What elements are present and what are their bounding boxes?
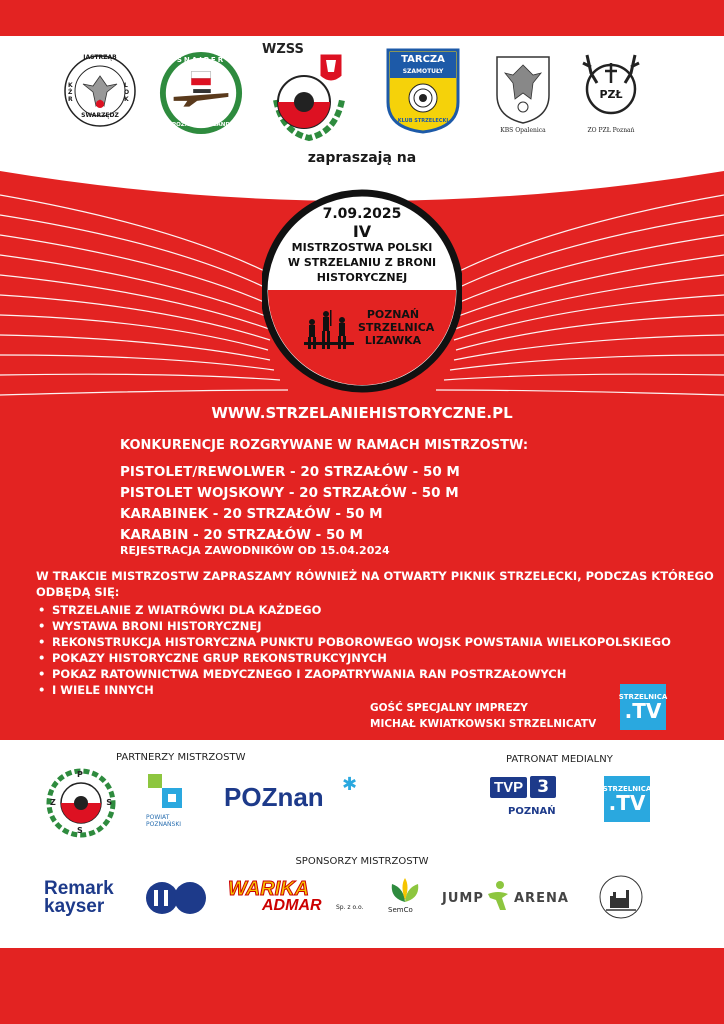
tv-badge-small: STRZELNICA	[618, 693, 668, 701]
partners-heading: PARTNERZY MISTRZOSTW	[116, 752, 246, 763]
strzelnica-tv-badge	[620, 684, 666, 730]
snajper-ring-bottom: POZNAŃ - POLAND	[172, 122, 230, 128]
competition-item: KARABINEK - 20 STRZAŁÓW - 50 M	[120, 506, 383, 522]
tvp-label: TVP	[490, 777, 527, 798]
invite-text: zapraszają na	[307, 150, 417, 166]
powiat-line: POZNAŃSKI	[146, 821, 182, 828]
website-link[interactable]: WWW.STRZELANIEHISTORYCZNE.PL	[211, 404, 513, 422]
poznan-city-logo: POZnan	[224, 782, 324, 812]
tv-badge-big: .TV	[608, 791, 646, 815]
tarcza-label-sub: SZAMOTUŁY	[402, 68, 444, 75]
competition-item: PISTOLET WOJSKOWY - 20 STRZAŁÓW - 50 M	[120, 485, 459, 501]
special-guest	[370, 700, 596, 732]
castle-ruins-emblem-icon	[598, 874, 644, 920]
picnic-item: • STRZELANIE Z WIATRÓWKI DLA KAŻDEGO	[36, 602, 671, 618]
picnic-item: • REKONSTRUKCJA HISTORYCZNA PUNKTU POBOROWEGO WOJSK POWSTANIA WIELKOPOLSKIEGO	[36, 634, 671, 650]
event-title-line: HISTORYCZNEJ	[316, 271, 408, 284]
event-location-line: LIZAWKA	[364, 334, 422, 347]
admar-text: ADMAR	[262, 897, 322, 914]
pzss-letter: S	[106, 798, 112, 807]
remark-kayser-logo	[44, 880, 114, 916]
picnic-list	[36, 602, 671, 698]
soldiers-silhouette-icon	[300, 308, 358, 352]
pzss-letter: Z	[50, 798, 56, 807]
event-location	[358, 308, 435, 347]
jump-arena-figure-icon	[484, 880, 512, 912]
semco-leaf-icon	[388, 876, 422, 904]
jastrzab-logo	[62, 48, 138, 134]
pzss-letter: P	[77, 770, 83, 779]
powiat-poznanski-text	[146, 814, 181, 828]
remark-text: Remark	[44, 878, 114, 899]
asterisk-icon: ✱	[342, 774, 358, 795]
event-title	[262, 240, 462, 285]
picnic-intro-line: ODBĘDĄ SIĘ:	[36, 585, 120, 599]
kayser-text: kayser	[44, 896, 105, 917]
pzss-letters	[46, 768, 116, 838]
zo-pzl-logo	[574, 44, 648, 138]
event-edition: IV	[352, 222, 372, 241]
jastrzab-right-letters: LOK	[124, 82, 130, 103]
pzss-letter: S	[77, 826, 83, 835]
snajper-logo	[156, 50, 246, 136]
picnic-item: • POKAZ RATOWNICTWA MEDYCZNEGO I ZAOPATRYWANIA RAN POSTRZAŁOWYCH	[36, 666, 671, 682]
event-date: 7.09.2025	[322, 206, 402, 222]
wzss-label: WZSS	[262, 42, 304, 57]
picnic-intro	[36, 568, 714, 600]
arena-text: ARENA	[514, 891, 569, 906]
kbs-opalenica-logo	[490, 46, 556, 138]
tv-badge-big: .TV	[624, 699, 662, 723]
warika-text: WARIKA	[228, 878, 310, 900]
sponsors-heading: SPONSORZY MISTRZOSTW	[295, 856, 429, 867]
special-guest-line: GOŚĆ SPECJALNY IMPREZY	[370, 702, 528, 714]
warika-suffix: Sp. z o.o.	[336, 904, 364, 911]
zo-pzl-mark: PZŁ	[599, 88, 623, 101]
picnic-item: • I WIELE INNYCH	[36, 682, 671, 698]
picnic-item: • WYSTAWA BRONI HISTORYCZNEJ	[36, 618, 671, 634]
semco-text: SemCo	[388, 906, 413, 914]
picnic-item: • POKAZY HISTORYCZNE GRUP REKONSTRUKCYJNYCH	[36, 650, 671, 666]
media-strzelnica-tv-badge	[604, 776, 650, 822]
tarcza-label-bottom: KLUB STRZELECKI	[397, 118, 449, 124]
kbs-opalenica-emblem-icon	[491, 51, 555, 125]
jastrzab-ring-bottom: SWARZĘDZ	[81, 112, 119, 119]
zo-pzl-caption: ZO PZŁ Poznań	[587, 126, 635, 134]
bottom-red-band	[0, 948, 724, 1024]
tarcza-label-top: TARCZA	[401, 54, 445, 65]
event-title-line: W STRZELANIU Z BRONI	[287, 256, 437, 269]
powiat-poznanski-logo-icon	[146, 772, 190, 812]
competitions-list	[120, 462, 460, 546]
jastrzab-ring-top: JASTRZĄB	[83, 54, 117, 61]
competition-item: KARABIN - 20 STRZAŁÓW - 50 M	[120, 527, 363, 543]
media-heading: PATRONAT MEDIALNY	[506, 754, 613, 765]
registration-text: REJESTRACJA ZAWODNIKÓW OD 15.04.2024	[120, 544, 390, 557]
competitions-heading: KONKURENCJE ROZGRYWANE W RAMACH MISTRZOSTW:	[120, 438, 529, 453]
warika-admar-logo	[228, 878, 322, 915]
powiat-line: POWIAT	[146, 814, 170, 821]
picnic-intro-line: W TRAKCIE MISTRZOSTW ZAPRASZAMY RÓWNIEŻ NA OTWARTY PIKNIK STRZELECKI, PODCZAS KTÓREGO	[36, 569, 714, 583]
tvp-number: 3	[530, 776, 556, 798]
competition-item: PISTOLET/REWOLWER - 20 STRZAŁÓW - 50 M	[120, 464, 460, 480]
kbs-opalenica-caption: KBS Opalenica	[500, 126, 546, 134]
tarcza-logo	[386, 48, 460, 134]
wzss-logo	[262, 40, 356, 144]
snajper-ring-top: SNAJPER	[176, 56, 226, 64]
special-guest-line: MICHAŁ KWIATKOWSKI STRZELNICATV	[370, 718, 597, 730]
zo-pzl-antlers-icon	[575, 49, 647, 125]
event-title-line: MISTRZOSTWA POLSKI	[291, 241, 433, 254]
tvp-city: POZNAŃ	[508, 806, 556, 817]
remark-circles-icon	[144, 880, 208, 916]
tvp3-logo	[490, 776, 556, 798]
tv-badge-small: STRZELNICA	[602, 785, 652, 793]
jump-text: JUMP	[442, 891, 484, 906]
event-location-line: STRZELNICA	[358, 321, 435, 334]
event-location-line: POZNAŃ	[366, 308, 420, 321]
jastrzab-left-letters: KŻR	[68, 82, 73, 103]
